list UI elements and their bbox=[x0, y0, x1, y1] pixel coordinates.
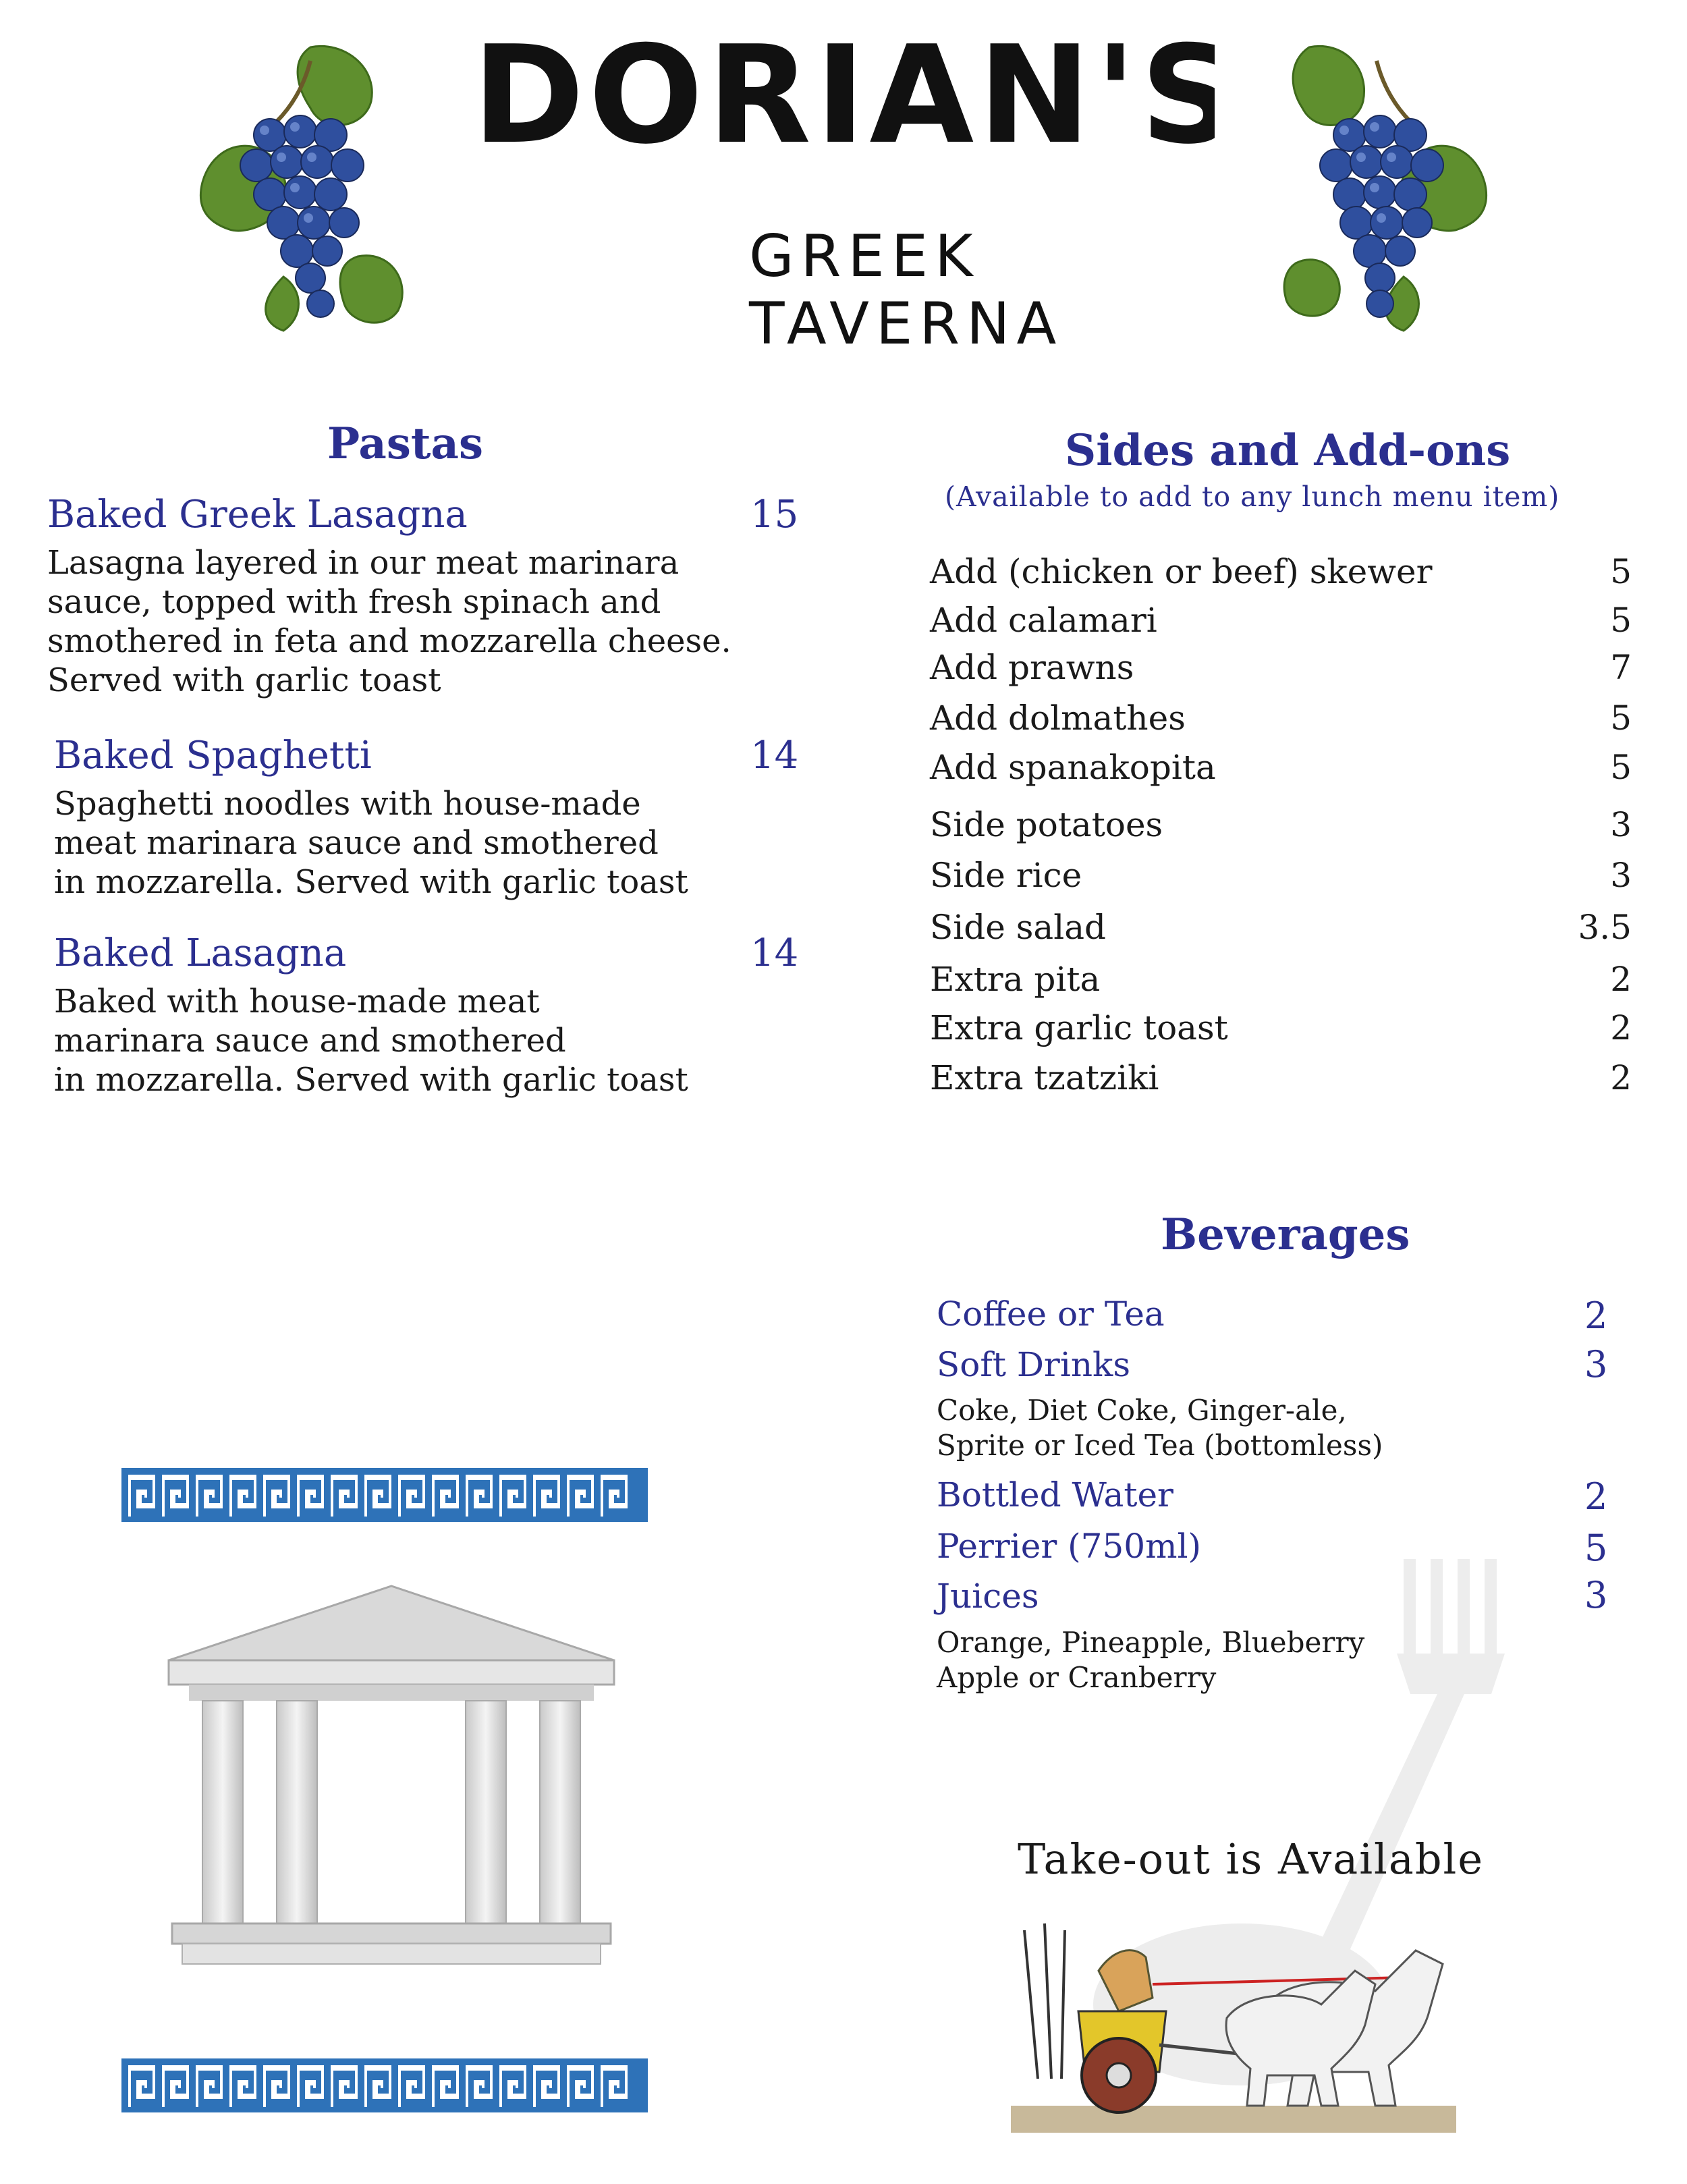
beverage-item-price: 3 bbox=[1584, 1574, 1608, 1616]
beverage-item-price: 2 bbox=[1584, 1294, 1608, 1337]
side-item-price: 5 bbox=[1610, 601, 1632, 640]
side-item-label: Side salad bbox=[930, 908, 1107, 947]
side-item-label: Add spanakopita bbox=[930, 748, 1216, 787]
sides-title: Sides and Add-ons bbox=[1065, 425, 1511, 476]
side-item-label: Add prawns bbox=[930, 648, 1134, 687]
temple-icon bbox=[162, 1573, 621, 1977]
side-item bbox=[930, 1008, 1632, 1053]
side-item bbox=[930, 748, 1632, 792]
beverage-item-price: 3 bbox=[1584, 1343, 1608, 1386]
side-item bbox=[930, 699, 1632, 743]
logo bbox=[466, 27, 1215, 182]
beverage-item-price: 5 bbox=[1584, 1527, 1608, 1569]
side-item-label: Add calamari bbox=[930, 601, 1157, 640]
side-item-label: Side potatoes bbox=[930, 805, 1163, 844]
beverage-item-price: 2 bbox=[1584, 1475, 1608, 1518]
grapes-left-icon bbox=[189, 34, 418, 337]
side-item-price: 5 bbox=[1610, 552, 1632, 591]
pasta-item-name: Baked Spaghetti bbox=[54, 734, 372, 777]
pasta-item-description: Lasagna layered in our meat marinara sauce, topped with fresh spinach and smothered in feta and mozzarella cheese. Served with garlic toast bbox=[47, 544, 731, 699]
side-item-price: 3.5 bbox=[1578, 908, 1632, 947]
side-item-label: Side rice bbox=[930, 856, 1082, 895]
pasta-item-price: 14 bbox=[750, 734, 799, 777]
side-item-price: 2 bbox=[1610, 1008, 1632, 1047]
grapes-right-icon bbox=[1269, 34, 1498, 337]
side-item bbox=[930, 960, 1632, 1004]
meander-border-icon bbox=[121, 1468, 648, 1522]
beverage-item-description: Coke, Diet Coke, Ginger-ale, Sprite or Iced Tea (bottomless) bbox=[937, 1394, 1383, 1462]
pasta-item-price: 14 bbox=[750, 931, 799, 975]
side-item bbox=[930, 805, 1632, 850]
beverage-item-description: Orange, Pineapple, Blueberry Apple or Cranberry bbox=[937, 1626, 1365, 1694]
side-item-label: Add (chicken or beef) skewer bbox=[930, 552, 1433, 591]
beverage-item-name: Soft Drinks bbox=[937, 1345, 1130, 1384]
side-item-price: 3 bbox=[1610, 805, 1632, 844]
meander-border-icon bbox=[121, 2058, 648, 2112]
side-item bbox=[930, 552, 1632, 597]
side-item bbox=[930, 1058, 1632, 1103]
side-item-price: 7 bbox=[1610, 648, 1632, 687]
side-item-label: Add dolmathes bbox=[930, 699, 1186, 738]
side-item bbox=[930, 601, 1632, 645]
pastas-title: Pastas bbox=[327, 418, 483, 469]
brand-title: DORIAN'S bbox=[472, 27, 1215, 174]
side-item bbox=[930, 908, 1632, 952]
beverages-title: Beverages bbox=[1161, 1209, 1410, 1260]
side-item-price: 5 bbox=[1610, 748, 1632, 787]
brand-subtitle-wrap bbox=[749, 223, 1221, 358]
side-item-label: Extra pita bbox=[930, 960, 1101, 999]
pasta-item-name: Baked Greek Lasagna bbox=[47, 493, 468, 537]
pasta-item-name: Baked Lasagna bbox=[54, 931, 347, 975]
brand-subtitle: GREEK TAVERNA bbox=[749, 223, 1063, 358]
side-item-price: 2 bbox=[1610, 1058, 1632, 1097]
sides-subtitle: (Available to add to any lunch menu item) bbox=[945, 481, 1560, 513]
pasta-item-description: Baked with house-made meat marinara sauce and smothered in mozzarella. Served with garlic toast bbox=[54, 983, 688, 1099]
beverage-item-name: Bottled Water bbox=[937, 1475, 1173, 1514]
side-item bbox=[930, 856, 1632, 900]
pasta-item-price: 15 bbox=[750, 493, 799, 537]
side-item bbox=[930, 648, 1632, 692]
side-item-label: Extra garlic toast bbox=[930, 1008, 1228, 1047]
takeout-text: Take-out is Available bbox=[1018, 1834, 1485, 1884]
beverage-item-name: Coffee or Tea bbox=[937, 1294, 1165, 1334]
side-item-label: Extra tzatziki bbox=[930, 1058, 1159, 1097]
side-item-price: 2 bbox=[1610, 960, 1632, 999]
side-item-price: 5 bbox=[1610, 699, 1632, 738]
pasta-item-description: Spaghetti noodles with house-made meat marinara sauce and smothered in mozzarella. Served with garlic toast bbox=[54, 785, 688, 901]
side-item-price: 3 bbox=[1610, 856, 1632, 895]
chariot-icon bbox=[997, 1903, 1470, 2133]
beverage-item-name: Perrier (750ml) bbox=[937, 1527, 1202, 1566]
beverage-item-name: Juices bbox=[937, 1577, 1039, 1616]
